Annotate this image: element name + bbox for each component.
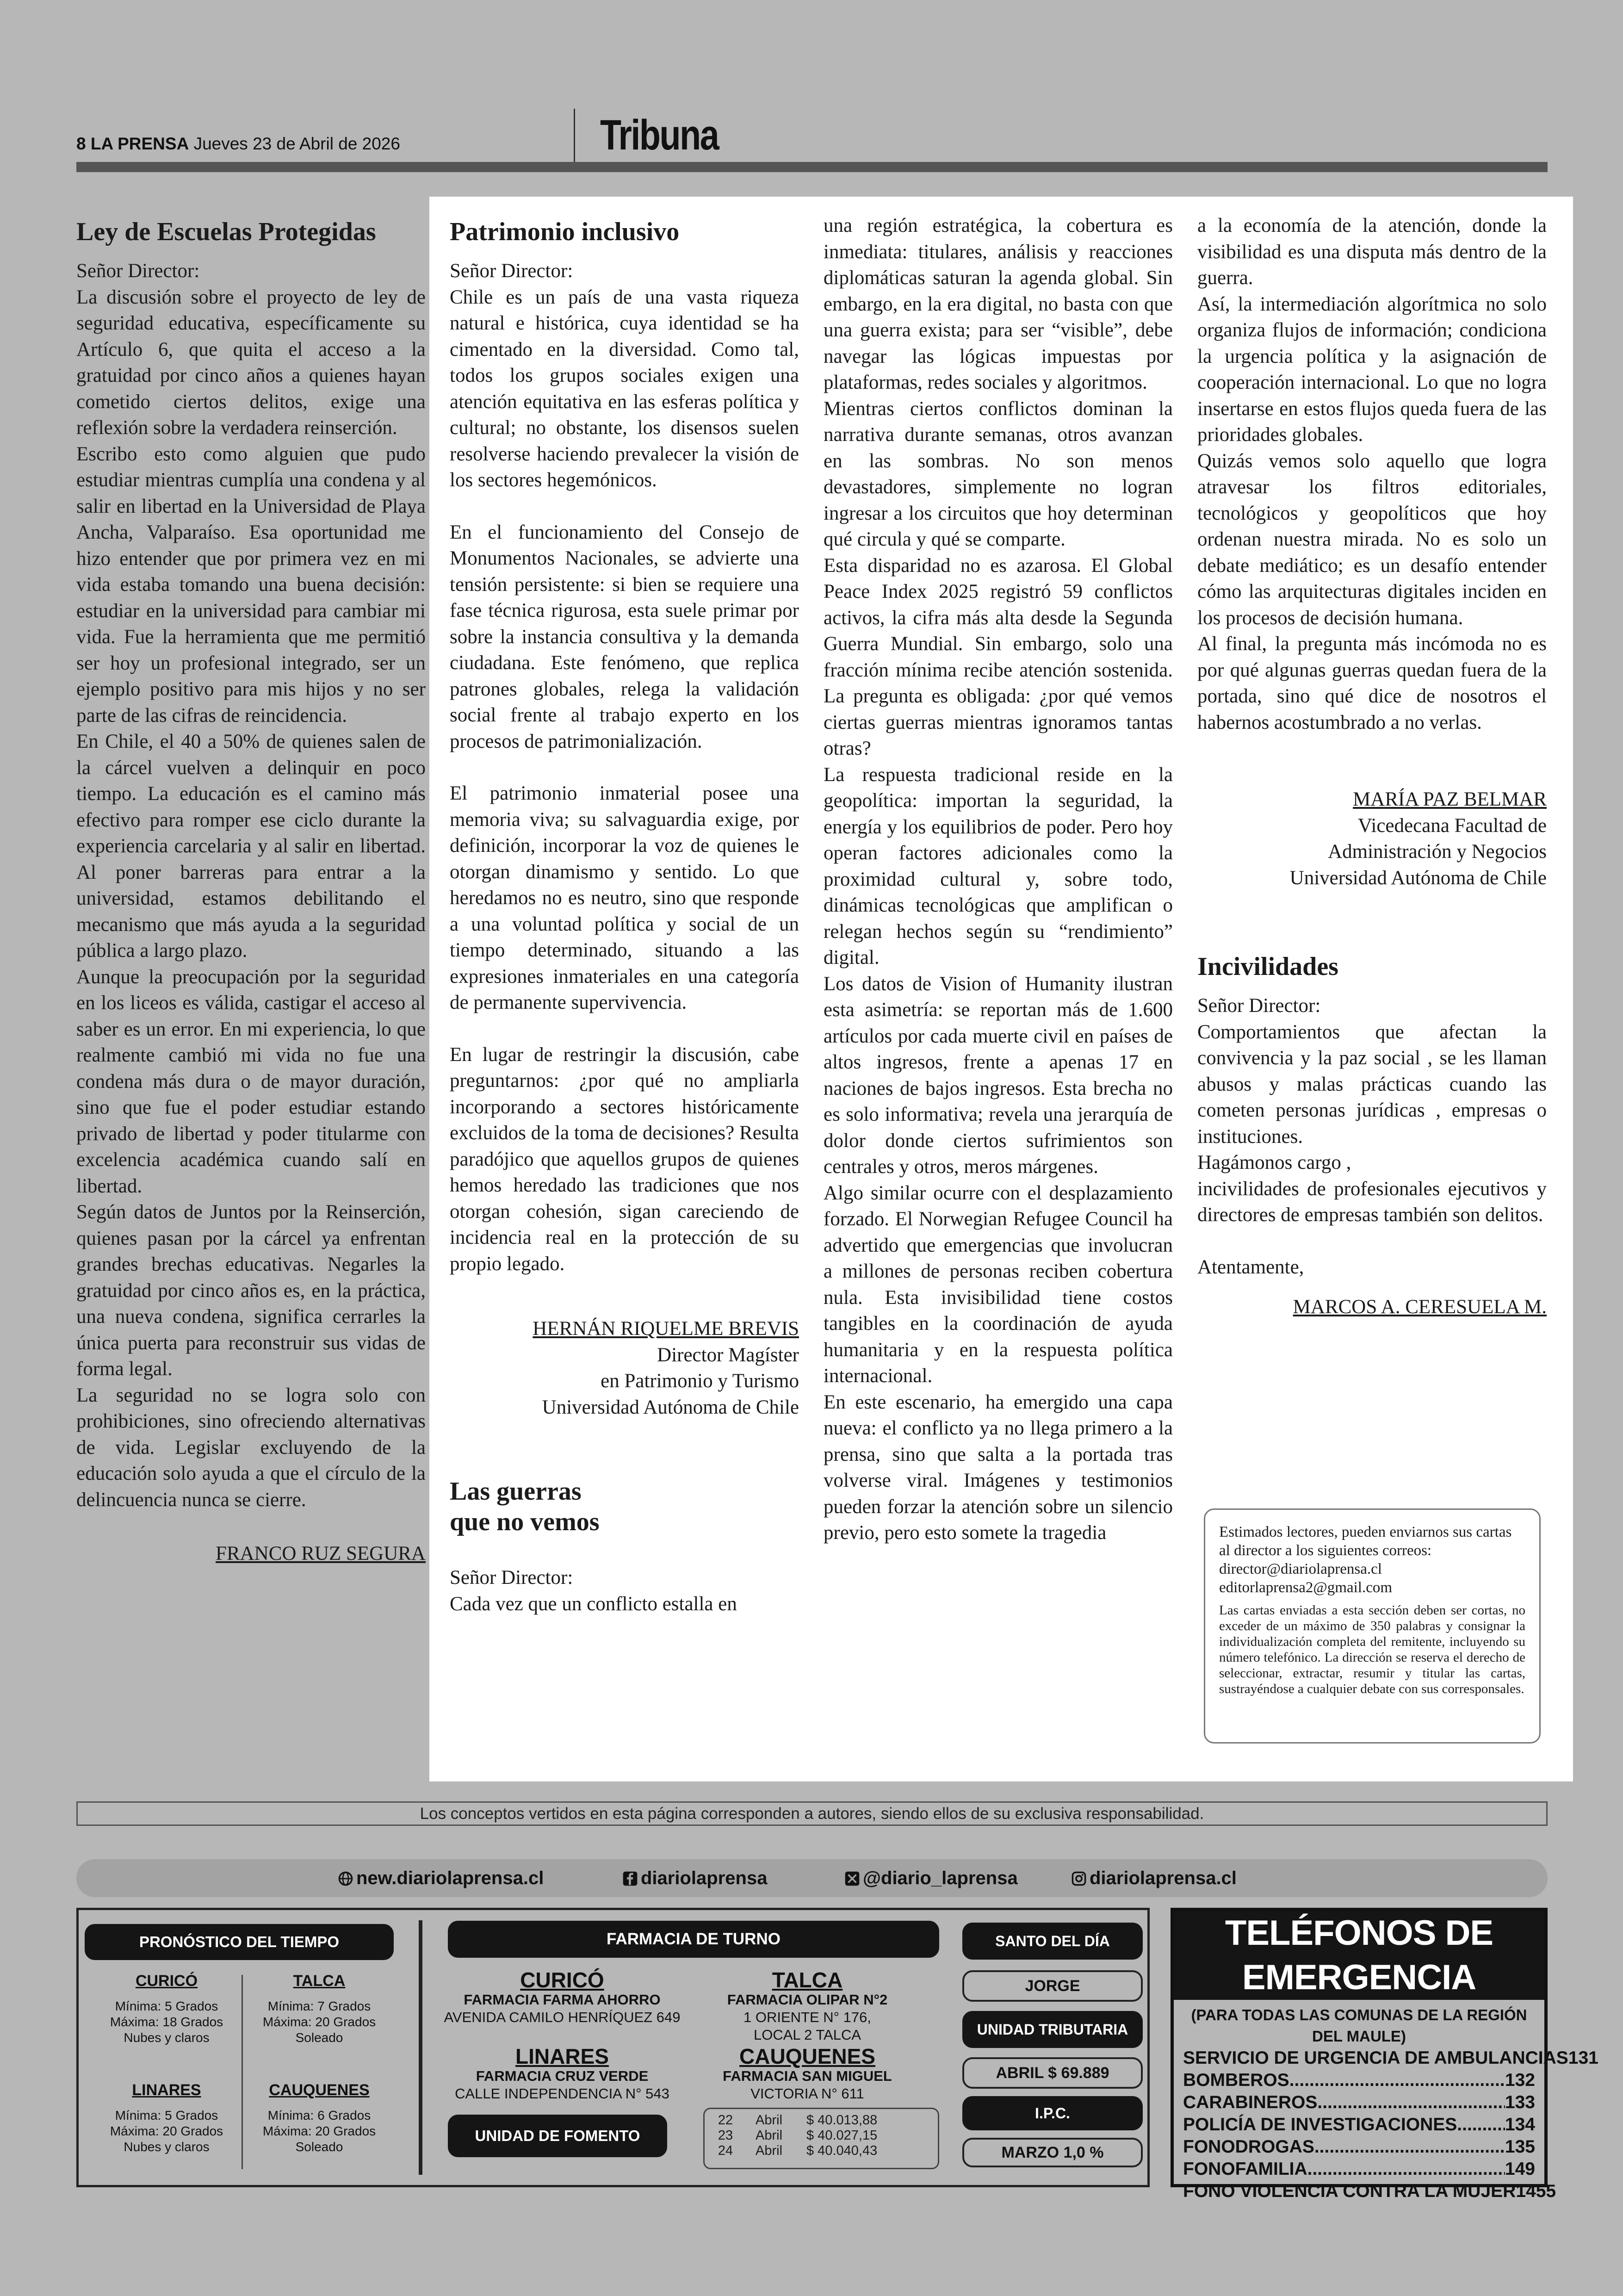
- santo-title: SANTO DEL DÍA: [962, 1923, 1143, 1960]
- pharmacy-address: VICTORIA N° 611: [750, 2085, 864, 2102]
- uf-row: [705, 2143, 938, 2159]
- paragraph: Según datos de Juntos por la Reinserción, quienes pasan por la cárcel ya enfrentan grandes brechas educativas. Negarles la gratuidad por cinco años es, en la práctica, una nueva condena, significa cerrarles la única puerta para reconstruir sus vidas de forma legal.: [76, 1201, 426, 1380]
- weather-title: PRONÓSTICO DEL TIEMPO: [85, 1924, 394, 1960]
- x-label: @diario_laprensa: [863, 1868, 1018, 1888]
- author-name: FRANCO RUZ SEGURA: [216, 1543, 426, 1564]
- paragraph: Algo similar ocurre con el desplazamiento forzado. El Norwegian Refugee Council ha advertido que emergencias que involucran a millones de personas reciben cobertura nula. Esta invisibilidad tiene costos tangibles en la coordinación de ayuda humanitaria y en la respuesta política internacional.: [824, 1182, 1173, 1387]
- pharmacy-name: FARMACIA CRUZ VERDE: [476, 2068, 649, 2084]
- emergency-line[interactable]: [1183, 2136, 1535, 2158]
- pharmacy-item: [687, 1969, 928, 2044]
- pharmacy-item: [437, 2045, 687, 2103]
- signature-block: [450, 1316, 799, 1421]
- emergency-line[interactable]: [1183, 2047, 1598, 2069]
- min-temp: Mínima: 7 Grados: [267, 1999, 371, 2013]
- service-label: POLICÍA DE INVESTIGACIONES: [1183, 2115, 1457, 2135]
- issue-date: Jueves 23 de Abril de 2026: [193, 134, 400, 153]
- header-rule: [76, 162, 1548, 172]
- paragraph: En Chile, el 40 a 50% de quienes salen de la cárcel vuelven a delinquir en poco tiempo. La educación es el camino más efectivo para romper ese ciclo durante la experiencia carcelaria y al salir en libertad. Al poner barreras para entrar a la universidad, estamos debilitando el mecanismo que más ayuda a la seguridad pública a largo plazo.: [76, 731, 426, 962]
- author-title: Director Magíster: [657, 1344, 799, 1366]
- paragraph: Así, la intermediación algorítmica no solo organiza flujos de información; condiciona la urgencia política y la asignación de cooperación internacional. Lo que no logra insertarse en estos flujos queda fuera de las prioridades globales.: [1197, 293, 1547, 446]
- pharmacy-name: FARMACIA FARMA AHORRO: [464, 1992, 661, 2008]
- letters-rules: Las cartas enviadas a esta sección deben ser cortas, no exceder de un máximo de 350 palabras y consignar la individualización completa del remitente, incluyendo su número telefónico. La dirección se reserva el derecho de seleccionar, extractar, resumir y titular las cartas, sustrayéndose a cualquier debate con sus corresponsales.: [1219, 1603, 1525, 1696]
- dot-leader: [1317, 2091, 1505, 2114]
- uf-title: UNIDAD DE FOMENTO: [448, 2115, 667, 2157]
- pharmacy-name: FARMACIA OLIPAR N°2: [727, 1992, 888, 2008]
- service-label: FONO VIOLENCIA CONTRA LA MUJER: [1183, 2181, 1516, 2201]
- paper-name: LA PRENSA: [90, 134, 189, 153]
- author-title: Universidad Autónoma de Chile: [1289, 867, 1547, 889]
- uf-value: $ 40.040,43: [806, 2143, 878, 2158]
- service-label: BOMBEROS: [1183, 2070, 1289, 2090]
- phone-number: 149: [1505, 2159, 1535, 2179]
- title-line: Las guerras: [450, 1477, 582, 1506]
- paragraph: El patrimonio inmaterial posee una memoria viva; su salvaguardia exige, por definición, incorporar la voz de quienes le otorgan dinamismo y sentido. Lo que heredamos no es neutro, sino que responde a una voluntad política y social de un tiempo determinado, situando a las expresiones inmateriales en una categoría de permanente supervivencia.: [450, 782, 799, 1013]
- max-temp: Máxima: 18 Grados: [110, 2015, 223, 2029]
- emergency-line[interactable]: [1183, 2114, 1535, 2136]
- uf-day: 22: [718, 2113, 733, 2128]
- ipc-title: I.P.C.: [962, 2096, 1143, 2130]
- article-title-incivilidades: Incivilidades: [1197, 952, 1338, 981]
- paragraph: En este escenario, ha emergido una capa nueva: el conflicto ya no llega primero a la prensa, sino que salta a la portada tras volverse viral. Imágenes y testimonios pueden forzar la atención sobre un silencio previo, pero esto somete la tragedia: [824, 1391, 1173, 1544]
- max-temp: Máxima: 20 Grados: [110, 2124, 223, 2138]
- paragraph: Comportamientos que afectan la convivencia y la paz social , se les llaman abusos y malas prácticas cuando las cometen personas jurídicas , empresas o instituciones.: [1197, 1021, 1547, 1148]
- pharmacy-name: FARMACIA SAN MIGUEL: [723, 2068, 892, 2084]
- paragraph: La respuesta tradicional reside en la geopolítica: importan la seguridad, la energía y los equilibrios de poder. Pero hoy operan factores adicionales como la proximidad cultural y, sobre todo, dinámicas tecnológicas que amplifican o relegan hechos según su “rendimiento” digital.: [824, 763, 1173, 968]
- web-label: new.diariolaprensa.cl: [356, 1868, 544, 1888]
- article-escuelas-protegidas: [76, 217, 426, 1567]
- utm-title: UNIDAD TRIBUTARIA: [962, 2011, 1143, 2048]
- uf-month: Abril: [756, 2143, 783, 2158]
- emergency-subtitle: (PARA TODAS LAS COMUNAS DE LA REGIÓN DEL MAULE): [1191, 2006, 1527, 2045]
- emergency-line[interactable]: [1183, 2091, 1535, 2114]
- article-title: Patrimonio inclusivo: [450, 217, 680, 246]
- author-title: Vicedecana Facultad de: [1357, 814, 1547, 837]
- article-guerras-end: [1197, 213, 1547, 1321]
- author-title: Administración y Negocios: [1328, 841, 1547, 863]
- service-label: FONOFAMILIA: [1183, 2159, 1307, 2179]
- article-title-guerras: [450, 1476, 799, 1537]
- pharmacy-title: FARMACIA DE TURNO: [448, 1921, 939, 1958]
- condition: Soleado: [295, 2140, 343, 2154]
- author-title: en Patrimonio y Turismo: [601, 1370, 799, 1392]
- social-instagram[interactable]: [1071, 1859, 1237, 1897]
- letters-email[interactable]: director@diariolaprensa.cl: [1219, 1561, 1382, 1577]
- weather-divider: [242, 1975, 243, 2169]
- uf-row: [705, 2113, 938, 2128]
- paragraph: Escribo esto como alguien que pudo estudiar mientras cumplía una condena y al salir en libertad en la Universidad de Playa Ancha, Valparaíso. Esa oportunidad me hizo entender que por primera vez en mi vida estaba tomando una buena decisión: estudiar en la universidad para cambiar mi vida. Fue la herramienta que me permitió ser hoy un profesional integrado, ser un ejemplo positivo para mis hijos y no ser parte de las cifras de reincidencia.: [76, 443, 426, 726]
- uf-row: [705, 2128, 938, 2143]
- paragraph: Mientras ciertos conflictos dominan la narrativa durante semanas, otros avanzan en las sombras. No son menos devastadores, simplemente no logran ingresar a los circuitos que hoy determinan qué circula y qué se comparte.: [824, 397, 1173, 550]
- uf-month: Abril: [756, 2128, 783, 2143]
- min-temp: Mínima: 5 Grados: [115, 2108, 218, 2122]
- title-line: que no vemos: [450, 1508, 600, 1536]
- condition: Soleado: [295, 2030, 343, 2045]
- paragraph: Hagámonos cargo ,: [1197, 1152, 1351, 1173]
- paragraph: incivilidades de profesionales ejecutivos y directores de empresas también son delitos.: [1197, 1178, 1547, 1226]
- pharmacy-item: [687, 2045, 928, 2103]
- signature-block: [1197, 787, 1547, 891]
- pharmacy-address: LOCAL 2 TALCA: [753, 2027, 861, 2043]
- header-info: [76, 134, 400, 154]
- social-web[interactable]: [338, 1859, 544, 1897]
- condition: Nubes y claros: [124, 2140, 210, 2154]
- salutation: Señor Director:: [450, 1567, 573, 1589]
- paragraph: Al final, la pregunta más incómoda no es por qué algunas guerras quedan fuera de la portada, sino qué dice de nosotros el habernos acostumbrado a no verlas.: [1197, 633, 1547, 733]
- ipc-value: MARZO 1,0 %: [962, 2138, 1143, 2167]
- weather-city: [93, 1972, 241, 2046]
- section-divider: [419, 1920, 422, 2175]
- pharmacy-address: 1 ORIENTE N° 176,: [743, 2009, 871, 2025]
- uf-day: 24: [718, 2143, 733, 2158]
- article-guerras-cont: [824, 213, 1173, 1546]
- globe-icon: [338, 1871, 353, 1886]
- paragraph: una región estratégica, la cobertura es inmediata: titulares, análisis y reacciones diplomáticas saturan la agenda global. Sin embargo, en la era digital, no basta con que una guerra exista; para ser “visible”, debe navegar las lógicas impuestas por plataformas, redes sociales y algoritmos.: [824, 215, 1173, 393]
- emergency-title: TELÉFONOS DE EMERGENCIA: [1174, 1911, 1544, 2000]
- header-separator: [574, 109, 575, 163]
- paragraph: Chile es un país de una vasta riqueza natural e histórica, cuya identidad se ha cimentado en la diversidad. Como tal, todos los grupos sociales exigen una atención equitativa en las esferas política y cultural; no obstante, los disensos suelen resolverse haciendo prevalecer la visión de los sectores hegemónicos.: [450, 286, 799, 491]
- weather-city: [93, 2081, 241, 2155]
- instagram-label: diariolaprensa.cl: [1090, 1868, 1237, 1888]
- paragraph: Quizás vemos solo aquello que logra atravesar los filtros editoriales, tecnológicos y geopolíticos que hoy ordenan nuestra mirada. No es solo un debate mediático; es un desafío entender cómo las arquitecturas digitales inciden en los procesos de decisión humana.: [1197, 450, 1547, 629]
- phone-number: 131: [1568, 2048, 1598, 2068]
- emergency-line[interactable]: [1183, 2158, 1535, 2180]
- salutation: Señor Director:: [450, 260, 573, 282]
- letters-intro: Estimados lectores, pueden enviarnos sus cartas al director a los siguientes correos:: [1219, 1524, 1512, 1559]
- pharmacy-city: TALCA: [772, 1968, 843, 1992]
- author-title: Universidad Autónoma de Chile: [542, 1396, 799, 1418]
- article-title: Ley de Escuelas Protegidas: [76, 217, 376, 246]
- phone-number: 134: [1505, 2115, 1535, 2135]
- social-x[interactable]: [844, 1859, 1018, 1897]
- section-title: Tribuna: [600, 112, 719, 159]
- dot-leader: [1307, 2158, 1505, 2180]
- uf-value: $ 40.027,15: [806, 2128, 878, 2143]
- paragraph: En lugar de restringir la discusión, cabe preguntarnos: ¿por qué no ampliarla incorporando a sectores históricamente excluidos de la toma de decisiones? Resulta paradójico que aquellos grupos de quienes hemos heredado las tradiciones que nos otorgan cohesión, sigan careciendo de incidencia real en la protección de su propio legado.: [450, 1043, 799, 1275]
- weather-city: [245, 2081, 393, 2155]
- page-header: [76, 109, 1548, 174]
- santo-name: JORGE: [962, 1970, 1143, 2002]
- social-bar: [76, 1859, 1548, 1897]
- phone-number: 133: [1505, 2092, 1535, 2112]
- paragraph: a la economía de la atención, donde la visibilidad es una disputa más dentro de la guerra.: [1197, 215, 1547, 289]
- paragraph: La discusión sobre el proyecto de ley de seguridad educativa, específicamente su Artículo 6, que quita el acceso a la gratuidad por cinco años a quienes hayan cometido ciertos delitos, exige una reflexión sobre la verdadera reinserción.: [76, 286, 426, 439]
- signature: [76, 1541, 426, 1567]
- disclaimer: Los conceptos vertidos en esta página corresponden a autores, siendo ellos de su exclusiva responsabilidad.: [76, 1801, 1548, 1826]
- pharmacy-city: LINARES: [515, 2044, 609, 2068]
- phone-number: 135: [1505, 2137, 1535, 2157]
- letters-email[interactable]: editorlaprensa2@gmail.com: [1219, 1579, 1393, 1596]
- uf-table: [703, 2108, 939, 2169]
- pharmacy-city: CAUQUENES: [739, 2044, 875, 2068]
- max-temp: Máxima: 20 Grados: [262, 2124, 376, 2138]
- author-name: MARÍA PAZ BELMAR: [1353, 788, 1547, 810]
- closing: Atentamente,: [1197, 1256, 1304, 1278]
- utm-value: ABRIL $ 69.889: [962, 2057, 1143, 2089]
- dot-leader: [1289, 2069, 1505, 2091]
- page-number: 8: [76, 134, 86, 153]
- min-temp: Mínima: 6 Grados: [267, 2108, 371, 2122]
- facebook-label: diariolaprensa: [641, 1868, 768, 1888]
- paragraph: La seguridad no se logra solo con prohibiciones, sino ofreciendo alternativas de vida. Legislar excluyendo de la educación solo ayuda a que el círculo de la delincuencia nunca se cierre.: [76, 1384, 426, 1511]
- signature: [1197, 1294, 1547, 1321]
- author-name: HERNÁN RIQUELME BREVIS: [533, 1318, 799, 1340]
- min-temp: Mínima: 5 Grados: [115, 1999, 218, 2013]
- facebook-icon: [622, 1871, 638, 1886]
- pharmacy-item: [437, 1969, 687, 2026]
- weather-city: [245, 1972, 393, 2046]
- uf-day: 23: [718, 2128, 733, 2143]
- service-label: FONODROGAS: [1183, 2137, 1314, 2157]
- pharmacy-city: CURICÓ: [520, 1968, 604, 1992]
- pharmacy-address: AVENIDA CAMILO HENRÍQUEZ 649: [444, 2009, 681, 2025]
- service-label: CARABINEROS: [1183, 2092, 1318, 2112]
- service-label: SERVICIO DE URGENCIA DE AMBULANCIAS: [1183, 2048, 1568, 2068]
- city-name: TALCA: [293, 1972, 346, 1990]
- article-patrimonio-inclusivo: [450, 217, 799, 1617]
- max-temp: Máxima: 20 Grados: [262, 2015, 376, 2029]
- emergency-phones: [1171, 1908, 1598, 2201]
- salutation: Señor Director:: [1197, 995, 1321, 1017]
- city-name: LINARES: [132, 2081, 201, 2099]
- author-name: MARCOS A. CERESUELA M.: [1293, 1296, 1547, 1318]
- instagram-icon: [1071, 1871, 1087, 1886]
- x-icon: [844, 1871, 860, 1886]
- emergency-line[interactable]: [1183, 2069, 1535, 2091]
- paragraph: Esta disparidad no es azarosa. El Global Peace Index 2025 registró 59 conflictos activos, la cifra más alta desde la Segunda Guerra Mundial. Sin embargo, solo una fracción mínima recibe atención sostenida. La pregunta es obligada: ¿por qué vemos ciertas guerras mientras ignoramos tantas otras?: [824, 554, 1173, 759]
- letters-info-box: [1204, 1508, 1541, 1744]
- emergency-line[interactable]: [1183, 2180, 1556, 2203]
- city-name: CURICÓ: [135, 1972, 198, 1990]
- salutation: Señor Director:: [76, 260, 200, 282]
- paragraph: Aunque la preocupación por la seguridad en los liceos es válida, castigar el acceso al saber es un error. En mi experiencia, lo que realmente cambió mi vida no fue una condena más dura o de mayor duración, sino que fue el poder estudiar estando privado de libertad y poder titularme con excelencia académica cuando salí en libertad.: [76, 966, 426, 1197]
- paragraph: Cada vez que un conflicto estalla en: [450, 1593, 737, 1615]
- phone-number: 132: [1505, 2070, 1535, 2090]
- phone-number: 1455: [1516, 2181, 1556, 2201]
- pharmacy-address: CALLE INDEPENDENCIA N° 543: [455, 2085, 669, 2102]
- dot-leader: [1457, 2114, 1505, 2136]
- city-name: CAUQUENES: [269, 2081, 370, 2099]
- paragraph: En el funcionamiento del Consejo de Monumentos Nacionales, se advierte una tensión persistente: si bien se requiere una fase técnica rigurosa, esta suele primar por sobre la instancia consultiva y la demanda ciudadana. Este fenómeno, que replica patrones globales, relega la validación social frente al trabajo experto en los procesos de patrimonialización.: [450, 521, 799, 752]
- uf-month: Abril: [756, 2113, 783, 2128]
- uf-value: $ 40.013,88: [806, 2113, 878, 2128]
- social-facebook[interactable]: [622, 1859, 767, 1897]
- condition: Nubes y claros: [124, 2030, 210, 2045]
- paragraph: Los datos de Vision of Humanity ilustran esta asimetría: se reportan más de 1.600 artículos por cada muerte civil en países de altos ingresos, frente a apenas 17 en naciones de bajos ingresos. Esta brecha no es solo informativa; revela una jerarquía de dolor donde ciertos sufrimientos son centrales y otros, meros márgenes.: [824, 973, 1173, 1178]
- dot-leader: [1314, 2136, 1505, 2158]
